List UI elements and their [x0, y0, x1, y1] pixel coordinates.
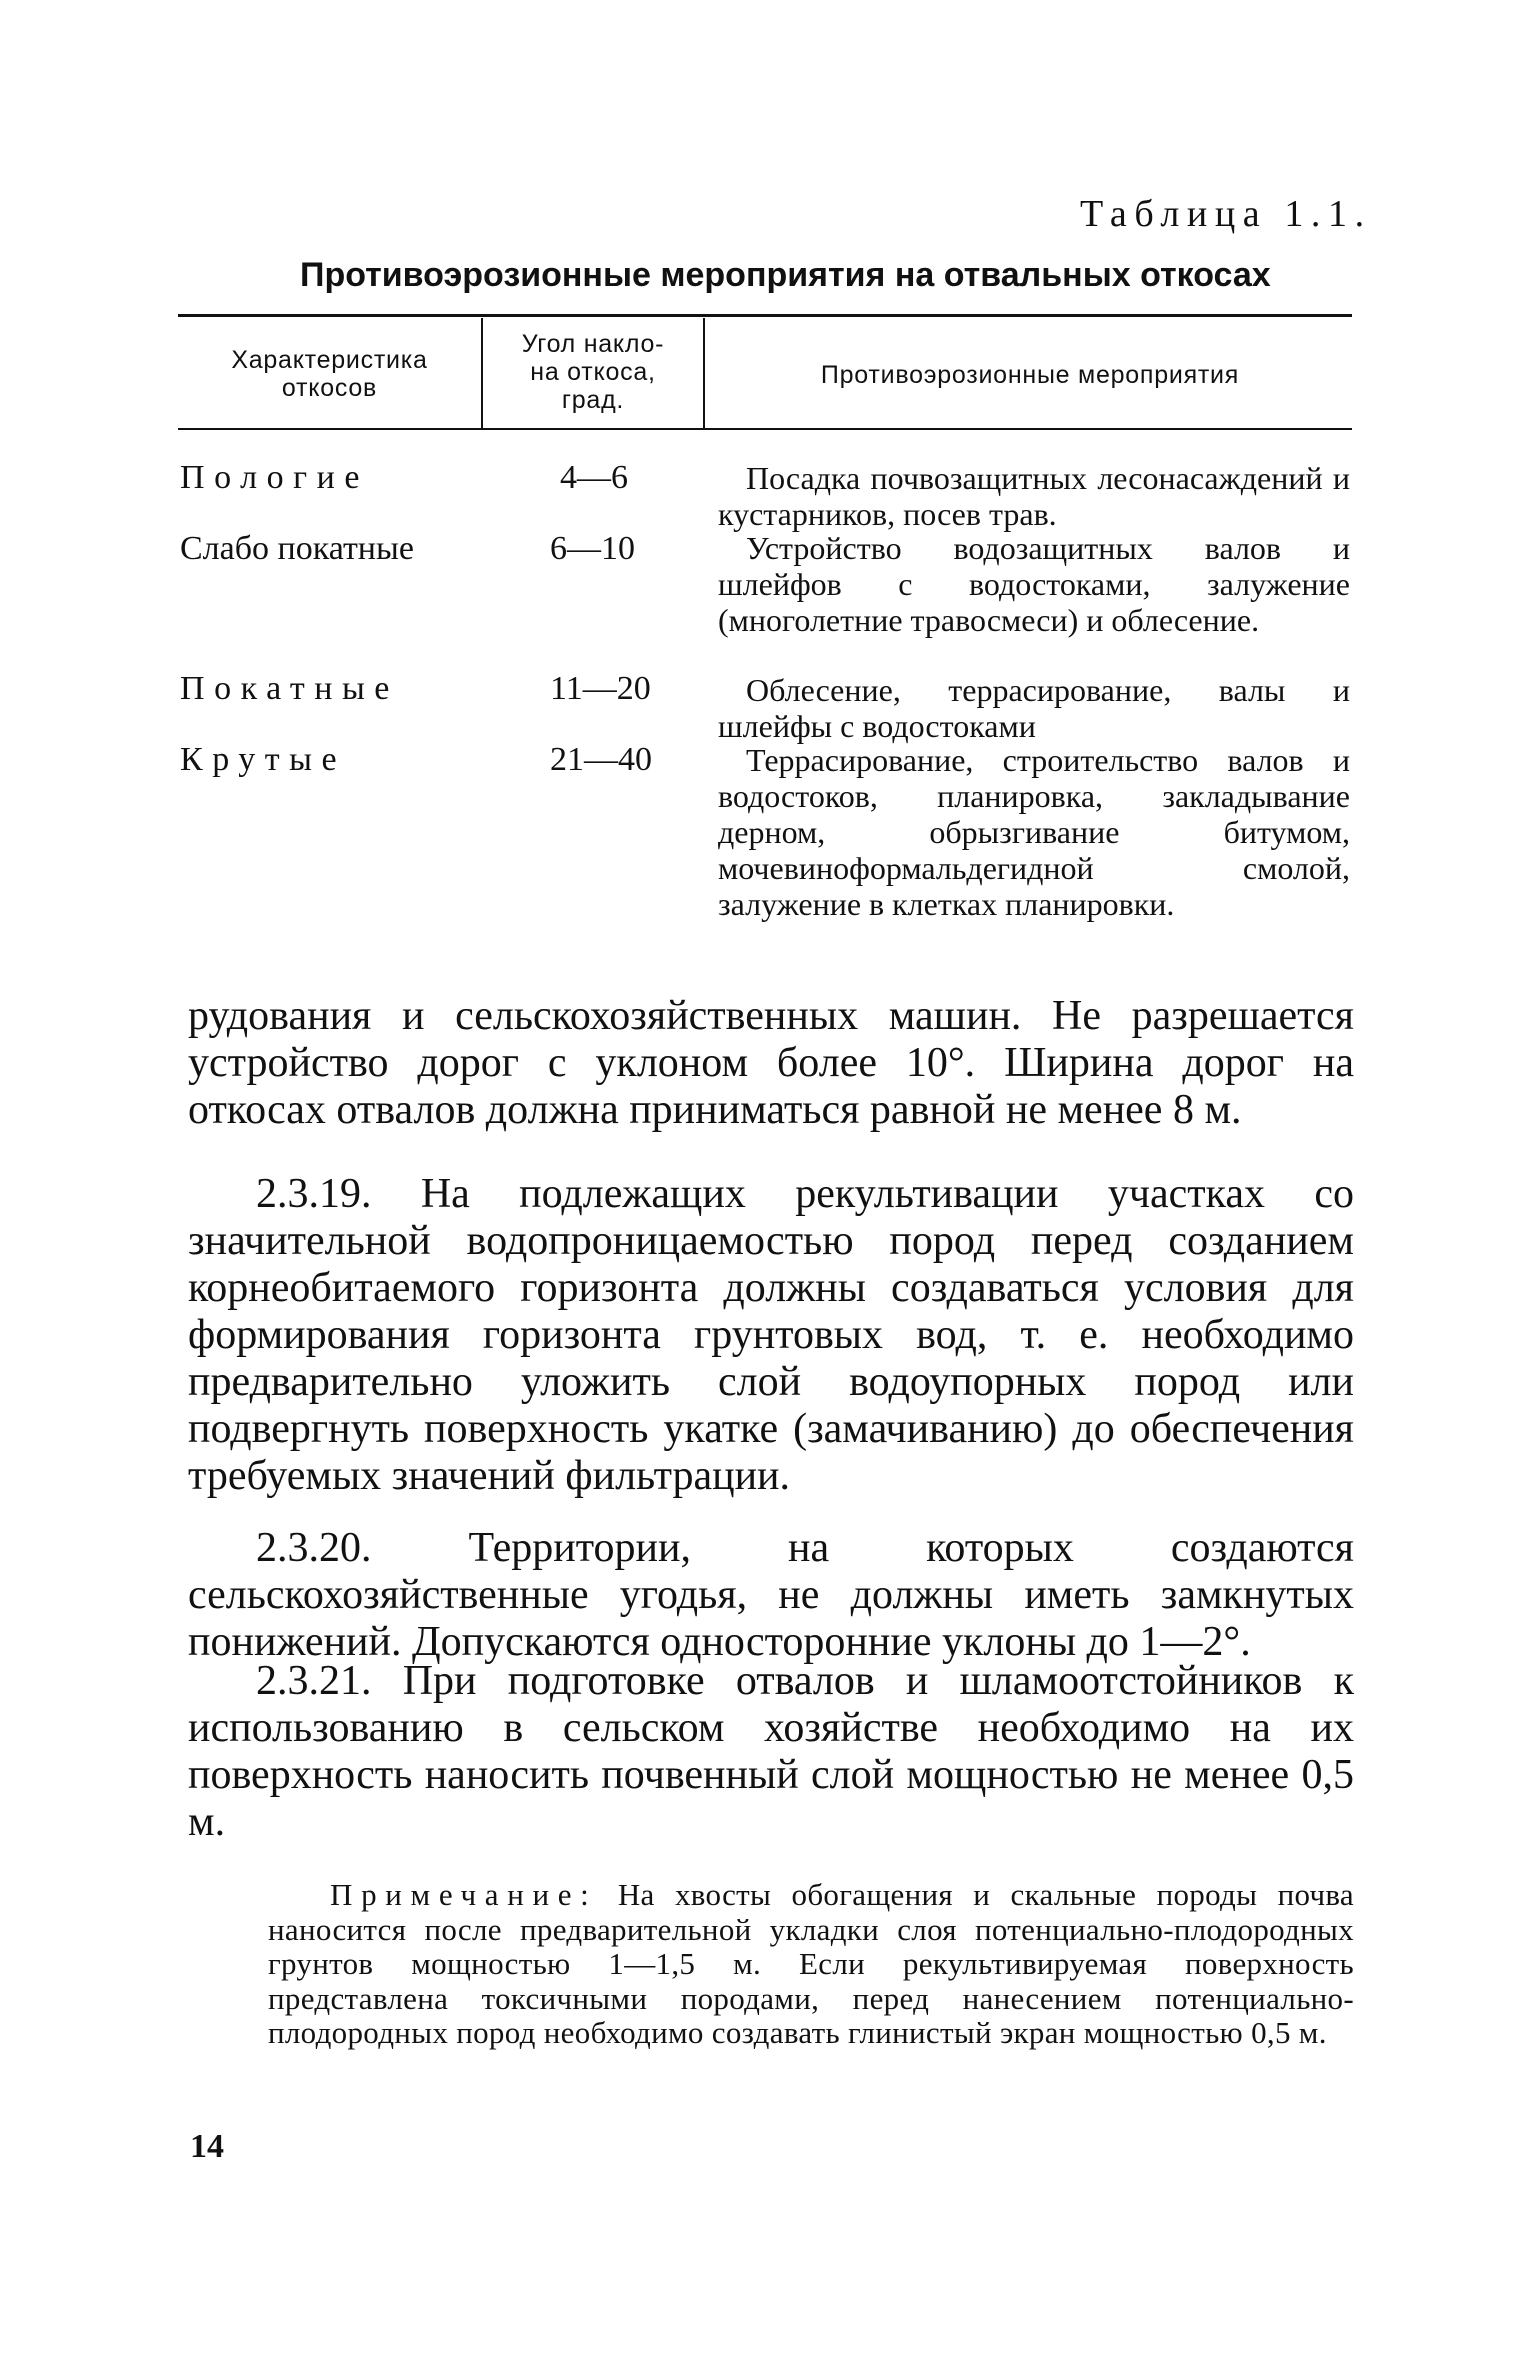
paragraph-2-3-20: 2.3.20. Территории, на которых создаются сельскохозяйственные угодья, не должны иметь замкнутых понижений. Допускаются односторонние уклоны до 1—2°. — [188, 1525, 1354, 1665]
paragraph-2-3-19: 2.3.19. На подлежащих рекультивации участках со значительной водопроницаемостью пород перед созданием корнеобитаемого горизонта должны создаваться условия для формирования горизонта грунтовых вод, т. е. необходимо предварительно уложить слой водоупорных пород или подвергнуть поверхность укатке (замачиванию) до обеспечения требуемых значений фильтрации. — [188, 1171, 1354, 1499]
row-measures: Террасирование, строительство валов и водостоков, планировка, закладывание дерном, обрызгивание битумом, мочевиноформальдегидной смолой, залужение в клетках планировки. — [718, 742, 1350, 922]
paragraph-continuation: рудования и сельскохозяйственных машин. Не разрешается устройство дорог с уклоном более 10°. Ширина дорог на откосах отвалов должна приниматься равной не менее 8 м. — [188, 993, 1354, 1133]
header-line: на откоса, — [530, 358, 656, 386]
table-top-rule — [178, 314, 1352, 317]
row-angle: 4—6 — [560, 459, 628, 496]
table-header-rule — [178, 428, 1352, 430]
table-caption: Таблица 1.1. — [1080, 193, 1372, 235]
header-line: Характеристика — [231, 346, 428, 374]
table-column-divider — [481, 318, 483, 428]
header-line: откосов — [281, 374, 378, 402]
row-name: Слабо покатные — [180, 530, 414, 567]
row-angle: 21—40 — [550, 741, 652, 778]
header-line: град. — [561, 386, 625, 414]
row-measures: Посадка почвозащитных лесонасаждений и кустарников, посев трав. — [718, 460, 1350, 532]
header-characteristic — [182, 346, 477, 402]
note-text: На хвосты обогащения и скальные породы почва наносится после предварительной укладки слоя потенциально-плодородных грунтов мощностью 1—1,5 м. Если рекультивируемая поверхность представлена токсичными породами, перед нанесением потенциально-плодородных пород необходимо создавать глинистый экран мощностью 0,5 м. — [268, 1877, 1355, 2050]
row-name: Пологие — [180, 459, 369, 496]
row-name: Покатные — [180, 670, 399, 707]
header-line: Угол накло- — [521, 330, 665, 358]
row-angle: 11—20 — [550, 670, 651, 707]
table-column-divider — [703, 318, 705, 428]
header-angle — [487, 330, 699, 414]
page-number: 14 — [190, 2128, 224, 2165]
row-measures: Устройство водозащитных валов и шлейфов с водостоками, залужение (многолетние травосмеси) и облесение. — [718, 530, 1350, 638]
table-title: Противоэрозионные мероприятия на отвальных откосах — [300, 256, 1271, 294]
header-measures: Противоэрозионные мероприятия — [820, 361, 1240, 389]
note — [268, 1878, 1354, 2051]
row-angle: 6—10 — [550, 530, 635, 567]
row-measures: Облесение, террасирование, валы и шлейфы с водостоками — [718, 672, 1350, 744]
note-label: Примечание: — [330, 1877, 598, 1912]
paragraph-2-3-21: 2.3.21. При подготовке отвалов и шламоотстойников к использованию в сельском хозяйстве необходимо на их поверхность наносить почвенный слой мощностью не менее 0,5 м. — [188, 1658, 1354, 1845]
row-name: Крутые — [180, 741, 347, 778]
